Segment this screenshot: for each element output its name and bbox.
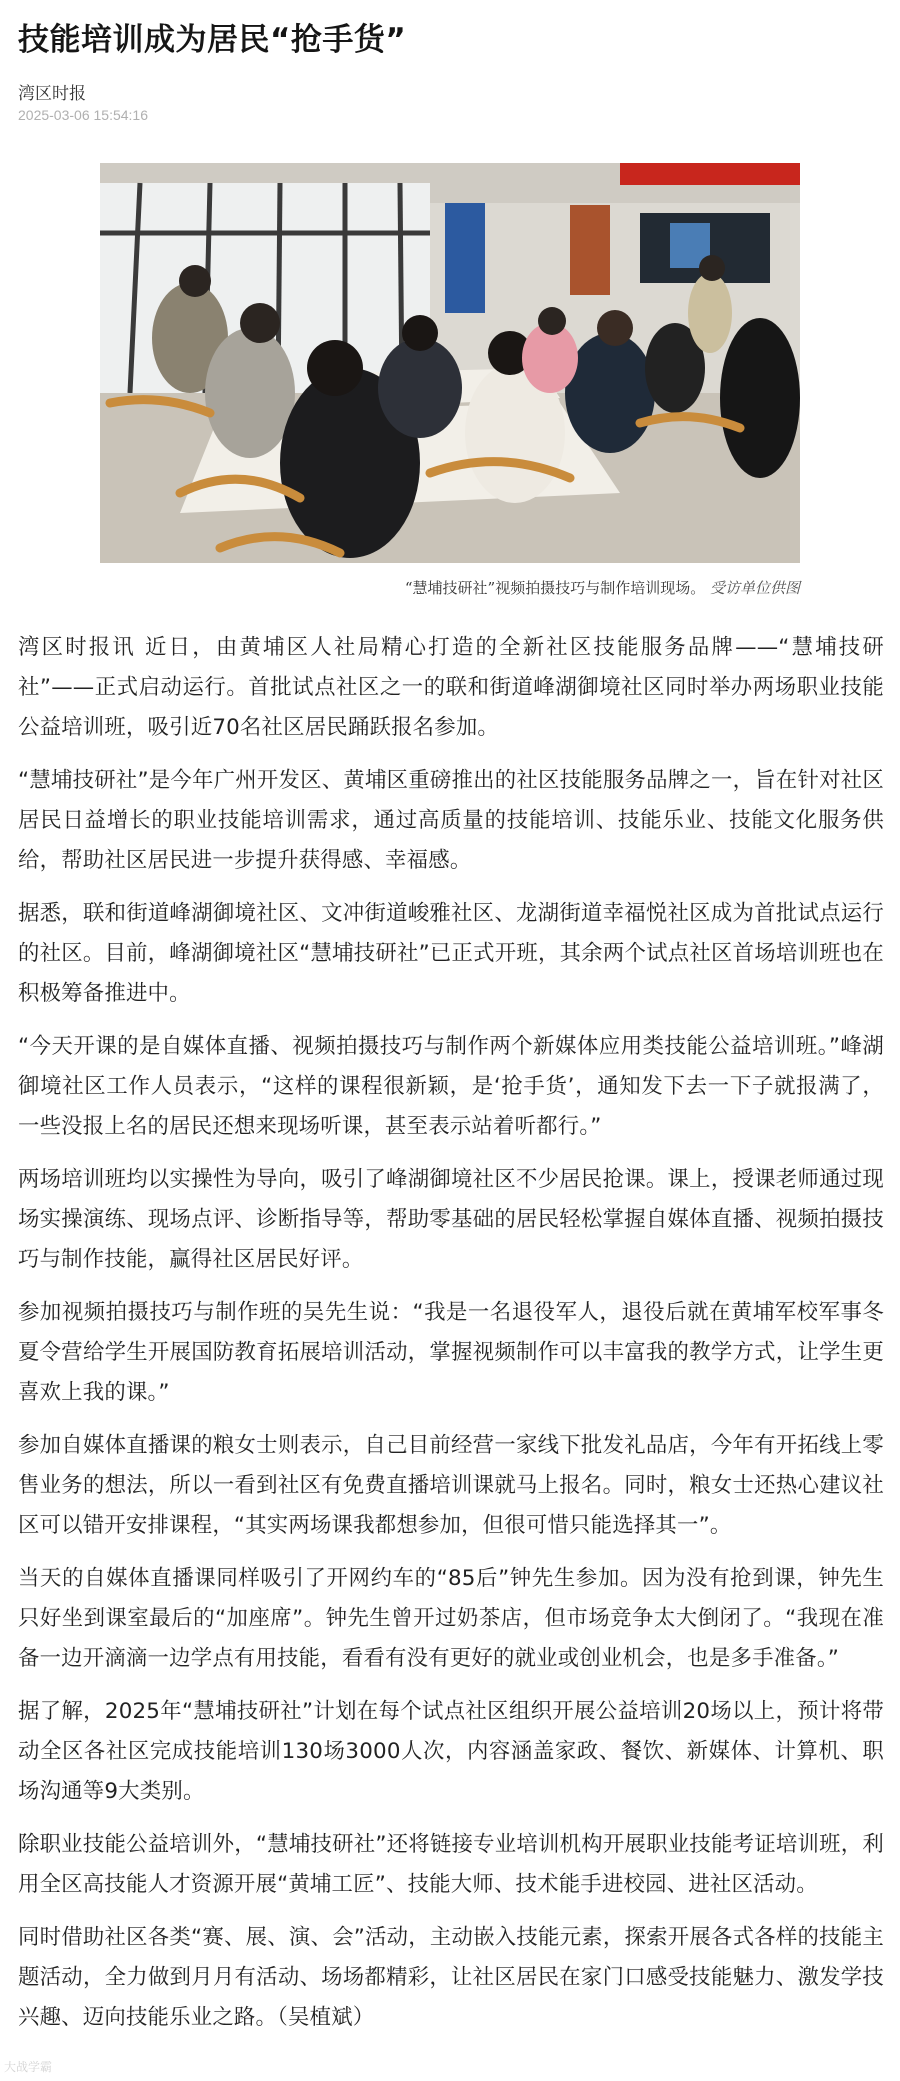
photo-caption xyxy=(100,577,800,598)
article-paragraph: “今天开课的是自媒体直播、视频拍摄技巧与制作两个新媒体应用类技能公益培训班。”峰湖御境社区工作人员表示，“这样的课程很新颖，是‘抢手货’，通知发下去一下子就报满了，一些没报上名的居民还想来现场听课，甚至表示站着听都行。” xyxy=(18,1034,884,1139)
photo-caption-text: “慧埔技研社”视频拍摄技巧与制作培训现场。 xyxy=(404,579,706,597)
article-datetime: 2025-03-06 15:54:16 xyxy=(18,107,148,123)
article-paragraph: 参加自媒体直播课的粮女士则表示，自己目前经营一家线下批发礼品店，今年有开拓线上零售业务的想法，所以一看到社区有免费直播培训课就马上报名。同时，粮女士还热心建议社区可以错开安排课程，“其实两场课我都想参加，但很可惜只能选择其一”。 xyxy=(18,1433,884,1538)
article-paragraph: 除职业技能公益培训外，“慧埔技研社”还将链接专业培训机构开展职业技能考证培训班，利用全区高技能人才资源开展“黄埔工匠”、技能大师、技术能手进校园、进社区活动。 xyxy=(18,1832,884,1897)
article-paragraph: 当天的自媒体直播课同样吸引了开网约车的“85后”钟先生参加。因为没有抢到课，钟先生只好坐到课室最后的“加座席”。钟先生曾开过奶茶店，但市场竞争太大倒闭了。“我现在准备一边开滴滴一边学点有用技能，看看有没有更好的就业或创业机会，也是多手准备。” xyxy=(18,1566,884,1671)
article-paragraph: 同时借助社区各类“赛、展、演、会”活动，主动嵌入技能元素，探索开展各式各样的技能主题活动，全力做到月月有活动、场场都精彩，让社区居民在家门口感受技能魅力、激发学技兴趣、迈向技能乐业之路。（吴植斌） xyxy=(18,1925,884,2030)
article-source[interactable]: 湾区时报 xyxy=(18,84,86,104)
watermark: 大战学霸 xyxy=(4,2060,53,2074)
article-body xyxy=(18,628,884,2051)
article-paragraph: 两场培训班均以实操性为导向，吸引了峰湖御境社区不少居民抢课。课上，授课老师通过现场实操演练、现场点评、诊断指导等，帮助零基础的居民轻松掌握自媒体直播、视频拍摄技巧与制作技能，赢得社区居民好评。 xyxy=(18,1167,884,1272)
article-paragraph: 湾区时报讯 近日，由黄埔区人社局精心打造的全新社区技能服务品牌——“慧埔技研社”——正式启动运行。首批试点社区之一的联和街道峰湖御境社区同时举办两场职业技能公益培训班，吸引近70名社区居民踊跃报名参加。 xyxy=(18,635,884,740)
photo-credit: 受访单位供图 xyxy=(709,579,800,597)
article-paragraph: “慧埔技研社”是今年广州开发区、黄埔区重磅推出的社区技能服务品牌之一，旨在针对社区居民日益增长的职业技能培训需求，通过高质量的技能培训、技能乐业、技能文化服务供给，帮助社区居民进一步提升获得感、幸福感。 xyxy=(18,768,884,873)
article-title: 技能培训成为居民“抢手货” xyxy=(18,22,407,58)
article-photo[interactable] xyxy=(100,163,800,563)
article-paragraph: 参加视频拍摄技巧与制作班的吴先生说：“我是一名退役军人，退役后就在黄埔军校军事冬夏令营给学生开展国防教育拓展培训活动，掌握视频制作可以丰富我的教学方式，让学生更喜欢上我的课。” xyxy=(18,1300,884,1405)
article-paragraph: 据悉，联和街道峰湖御境社区、文冲街道峻雅社区、龙湖街道幸福悦社区成为首批试点运行的社区。目前，峰湖御境社区“慧埔技研社”已正式开班，其余两个试点社区首场培训班也在积极筹备推进中。 xyxy=(18,901,884,1006)
article-paragraph: 据了解，2025年“慧埔技研社”计划在每个试点社区组织开展公益培训20场以上，预计将带动全区各社区完成技能培训130场3000人次，内容涵盖家政、餐饮、新媒体、计算机、职场沟通等9大类别。 xyxy=(18,1699,884,1804)
classroom-photo-illustration xyxy=(100,163,800,563)
